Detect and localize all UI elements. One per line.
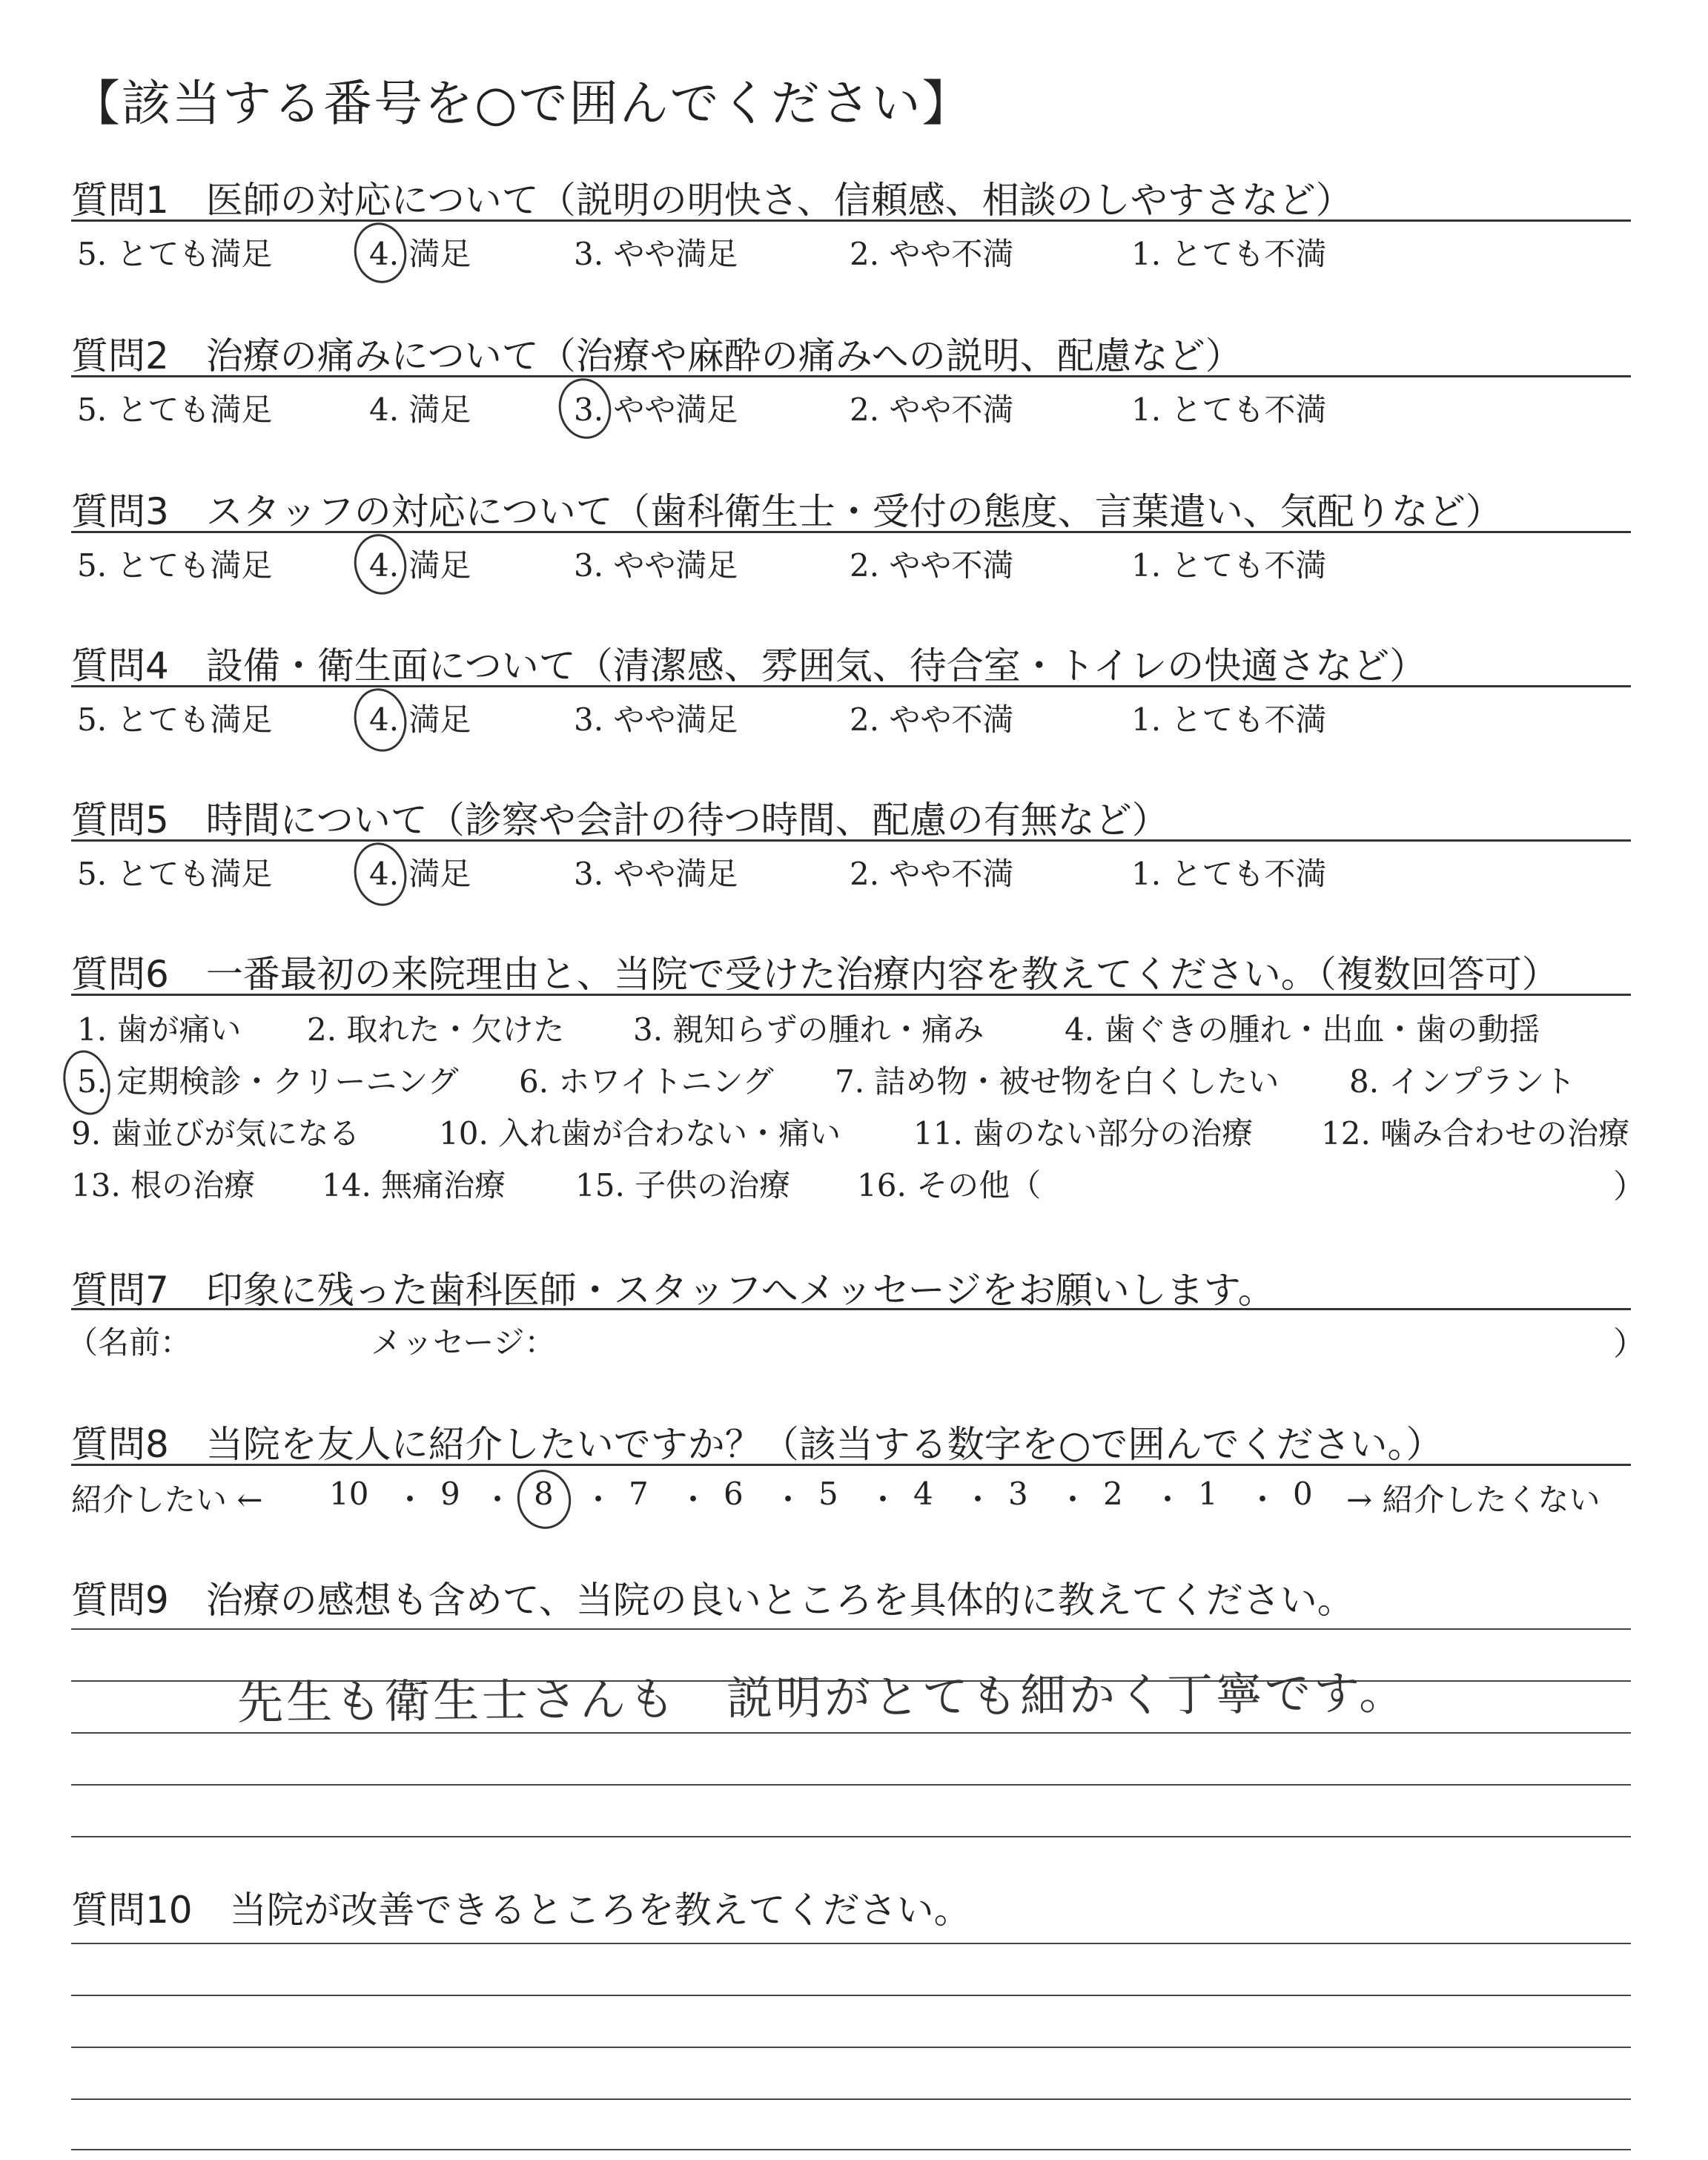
- scale-sep: ・: [772, 1482, 804, 1518]
- writing-line: [71, 1943, 1631, 1944]
- handwritten-answer[interactable]: 先生も衛生士さんも 説明がとても細かく丁寧です。: [236, 1665, 1409, 1730]
- scale-3[interactable]: 3: [1008, 1476, 1028, 1512]
- option-1[interactable]: 1. とても不満: [1131, 236, 1327, 272]
- question-divider: [71, 839, 1631, 842]
- option-2[interactable]: 2. やや不満: [850, 701, 1014, 738]
- scale-sep: ・: [1152, 1482, 1184, 1518]
- writing-line: [71, 1784, 1631, 1786]
- question-6-title: 質問6 一番最初の来院理由と、当院で受けた治療内容を教えてください。（複数回答可）: [71, 953, 1559, 996]
- scale-sep: ・: [867, 1482, 899, 1518]
- scale-9[interactable]: 9: [440, 1476, 460, 1512]
- option-q6-14[interactable]: 14. 無痛治療: [322, 1167, 506, 1203]
- question-divider: [71, 994, 1631, 996]
- option-q6-10[interactable]: 10. 入れ歯が合わない・痛い: [439, 1115, 841, 1152]
- message-label: メッセージ：: [371, 1324, 556, 1361]
- option-q6-15[interactable]: 15. 子供の治療: [575, 1167, 791, 1203]
- option-3[interactable]: 3. やや満足: [574, 547, 738, 584]
- option-3[interactable]: 3. やや満足: [574, 392, 738, 428]
- writing-line: [71, 2098, 1631, 2100]
- option-4[interactable]: 4. 満足: [369, 856, 471, 892]
- writing-line: [71, 1995, 1631, 1996]
- scale-5[interactable]: 5: [818, 1476, 838, 1512]
- writing-line: [71, 1836, 1631, 1837]
- scale-sep: ・: [482, 1482, 514, 1518]
- question-10-title: 質問10 当院が改善できるところを教えてください。: [71, 1889, 971, 1932]
- scale-right-label: → 紹介したくない: [1346, 1482, 1601, 1518]
- option-q6-9[interactable]: 9. 歯並びが気になる: [71, 1115, 360, 1152]
- option-q6-6[interactable]: 6. ホワイトニング: [519, 1063, 774, 1100]
- option-q6-8[interactable]: 8. インプラント: [1349, 1063, 1576, 1100]
- option-5[interactable]: 5. とても満足: [77, 856, 273, 892]
- option-3[interactable]: 3. やや満足: [574, 701, 738, 738]
- option-q6-2[interactable]: 2. 取れた・欠けた: [307, 1011, 565, 1048]
- question-divider: [71, 1308, 1631, 1310]
- scale-7[interactable]: 7: [629, 1476, 649, 1512]
- scale-1[interactable]: 1: [1198, 1476, 1218, 1512]
- question-divider: [71, 375, 1631, 377]
- question-divider: [71, 219, 1631, 222]
- scale-left-label: 紹介したい ←: [71, 1482, 263, 1518]
- question-3-title: 質問3 スタッフの対応について（歯科衛生士・受付の態度、言葉遣い、気配りなど）: [71, 490, 1503, 533]
- close-paren: ）: [1613, 1168, 1646, 1206]
- scale-0[interactable]: 0: [1293, 1476, 1313, 1512]
- scale-6[interactable]: 6: [724, 1476, 744, 1512]
- option-2[interactable]: 2. やや不満: [850, 236, 1014, 272]
- option-3[interactable]: 3. やや満足: [574, 856, 738, 892]
- scale-sep: ・: [394, 1482, 426, 1518]
- scale-sep: ・: [962, 1482, 994, 1518]
- scale-sep: ・: [1247, 1482, 1279, 1518]
- option-4[interactable]: 4. 満足: [369, 392, 471, 428]
- question-2-title: 質問2 治療の痛みについて（治療や麻酔の痛みへの説明、配慮など）: [71, 334, 1242, 377]
- option-1[interactable]: 1. とても不満: [1131, 701, 1327, 738]
- scale-10[interactable]: 10: [329, 1476, 369, 1512]
- option-q6-7[interactable]: 7. 詰め物・被せ物を白くしたい: [835, 1063, 1280, 1100]
- scale-sep: ・: [1057, 1482, 1089, 1518]
- option-5[interactable]: 5. とても満足: [77, 547, 273, 584]
- option-1[interactable]: 1. とても不満: [1131, 856, 1327, 892]
- scale-4[interactable]: 4: [913, 1476, 933, 1512]
- question-7-title: 質問7 印象に残った歯科医師・スタッフへメッセージをお願いします。: [71, 1269, 1275, 1312]
- writing-line: [71, 2047, 1631, 2048]
- question-8-title: 質問8 当院を友人に紹介したいですか？（該当する数字を○で囲んでください。）: [71, 1423, 1443, 1466]
- writing-line: [71, 1628, 1631, 1630]
- option-q6-11[interactable]: 11. 歯のない部分の治療: [913, 1115, 1254, 1152]
- page-title: 【該当する番号を○で囲んでください】: [71, 75, 973, 132]
- option-2[interactable]: 2. やや不満: [850, 392, 1014, 428]
- option-q6-3[interactable]: 3. 親知らずの腫れ・痛み: [633, 1011, 984, 1048]
- question-4-title: 質問4 設備・衛生面について（清潔感、雰囲気、待合室・トイレの快適さなど）: [71, 644, 1427, 687]
- option-4[interactable]: 4. 満足: [369, 547, 471, 584]
- option-q6-13[interactable]: 13. 根の治療: [71, 1167, 256, 1203]
- scale-sep: ・: [678, 1482, 709, 1518]
- question-5-title: 質問5 時間について（診察や会計の待つ時間、配慮の有無など）: [71, 799, 1169, 842]
- option-q6-5[interactable]: 5. 定期検診・クリーニング: [77, 1063, 459, 1100]
- selection-circle: [348, 218, 412, 288]
- selection-circle: [348, 838, 412, 911]
- question-9-title: 質問9 治療の感想も含めて、当院の良いところを具体的に教えてください。: [71, 1579, 1354, 1622]
- question-1-title: 質問1 医師の対応について（説明の明快さ、信頼感、相談のしやすさなど）: [71, 179, 1353, 222]
- option-5[interactable]: 5. とても満足: [77, 701, 273, 738]
- option-4[interactable]: 4. 満足: [369, 236, 471, 272]
- option-1[interactable]: 1. とても不満: [1131, 392, 1327, 428]
- scale-sep: ・: [583, 1482, 615, 1518]
- selection-circle: [348, 529, 412, 600]
- writing-line: [71, 1732, 1631, 1734]
- option-q6-1[interactable]: 1. 歯が痛い: [77, 1011, 242, 1048]
- option-q6-12[interactable]: 12. 噛み合わせの治療: [1321, 1115, 1630, 1152]
- name-label: （名前：: [67, 1324, 192, 1361]
- option-q6-4[interactable]: 4. 歯ぐきの腫れ・出血・歯の動揺: [1065, 1011, 1540, 1048]
- selection-circle: [553, 374, 617, 444]
- option-2[interactable]: 2. やや不満: [850, 547, 1014, 584]
- scale-8[interactable]: 8: [534, 1476, 554, 1512]
- option-5[interactable]: 5. とても満足: [77, 236, 273, 272]
- scale-2[interactable]: 2: [1103, 1476, 1123, 1512]
- option-2[interactable]: 2. やや不満: [850, 856, 1014, 892]
- selection-circle: [512, 1464, 576, 1533]
- question-divider: [71, 685, 1631, 687]
- writing-line: [71, 2149, 1631, 2150]
- option-q6-16[interactable]: 16. その他（: [857, 1167, 1042, 1203]
- option-5[interactable]: 5. とても満足: [77, 392, 273, 428]
- option-1[interactable]: 1. とても不満: [1131, 547, 1327, 584]
- question-divider: [71, 531, 1631, 533]
- close-paren: ）: [1613, 1325, 1646, 1363]
- option-4[interactable]: 4. 満足: [369, 701, 471, 738]
- question-divider: [71, 1464, 1631, 1466]
- selection-circle: [348, 684, 412, 757]
- option-3[interactable]: 3. やや満足: [574, 236, 738, 272]
